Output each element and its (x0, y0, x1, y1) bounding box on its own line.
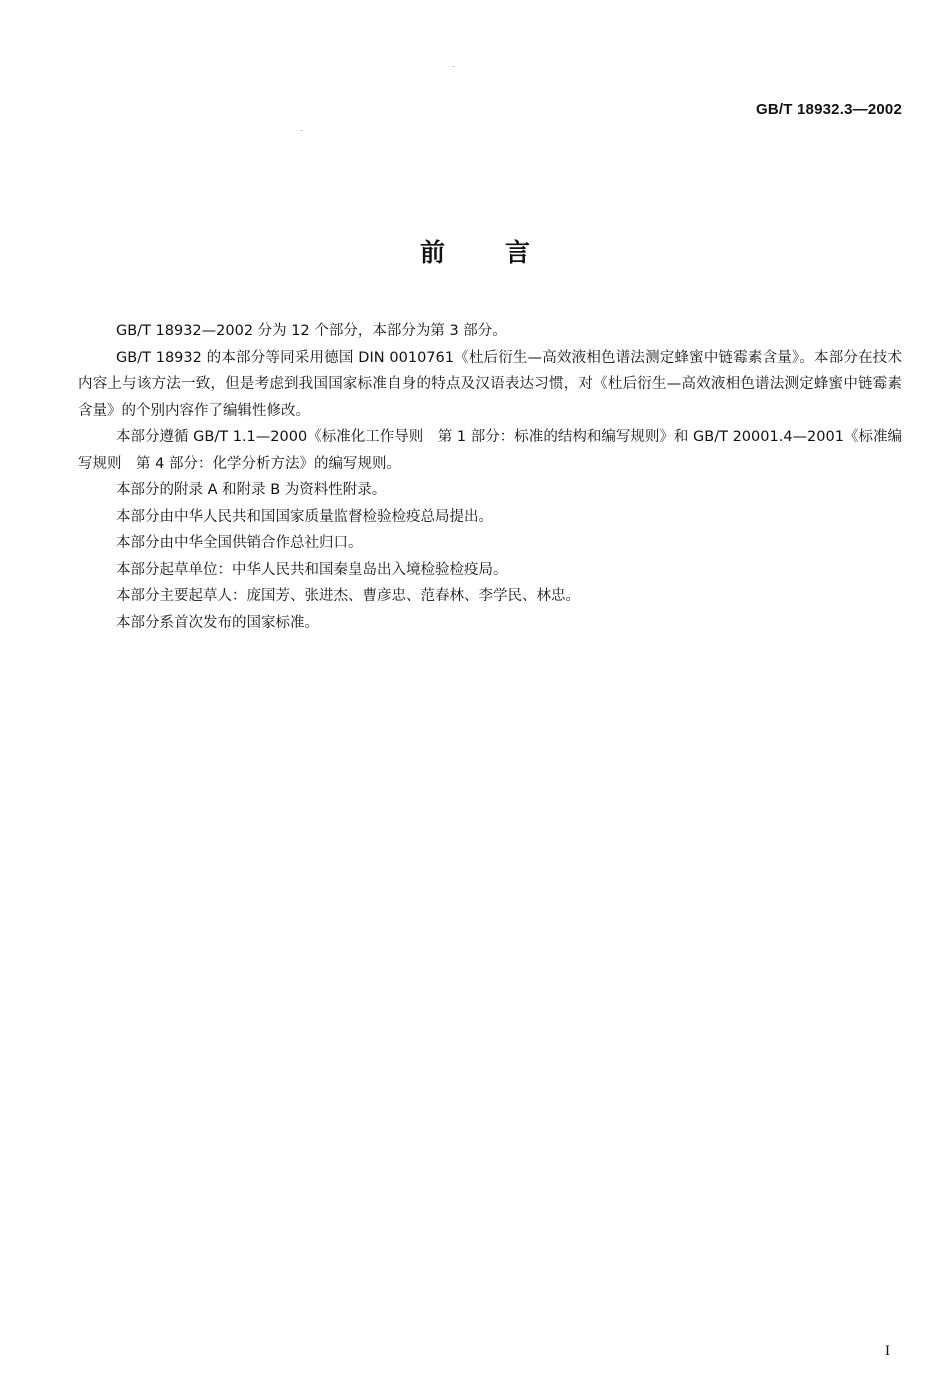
paragraph: 本部分由中华人民共和国国家质量监督检验检疫总局提出。 (116, 508, 493, 525)
paragraph: GB/T 18932 的本部分等同采用德国 DIN 0010761《杜后衍生—高效液相色谱法测定蜂蜜中链霉素含量》。本部分在技术内容上与该方法一致，但是考虑到我国国家标准自身的特点及汉语表达习惯，对《杜后衍生—高效液相色谱法测定蜂蜜中链霉素含量》的个别内容作了编辑性修改。 (78, 349, 902, 419)
paragraph: 本部分遵循 GB/T 1.1—2000《标准化工作导则 第 1 部分：标准的结构和编写规则》和 GB/T 20001.4—2001《标准编写规则 第 4 部分：化学分析方法》的编写规则。 (78, 429, 902, 472)
paragraph: 本部分主要起草人：庞国芳、张进杰、曹彦忠、范春林、李学民、林忠。 (116, 588, 580, 604)
paragraph: 本部分起草单位：中华人民共和国秦皇岛出入境检验检疫局。 (116, 561, 508, 578)
page-number: I (885, 1343, 890, 1359)
paragraph: 本部分的附录 A 和附录 B 为资料性附录。 (116, 482, 387, 498)
foreword-body (78, 318, 902, 636)
page-title: 前言 (419, 238, 590, 267)
paragraph: 本部分由中华全国供销合作总社归口。 (116, 535, 363, 551)
paragraph: GB/T 18932—2002 分为 12 个部分，本部分为第 3 部分。 (116, 323, 507, 339)
paragraph: 本部分系首次发布的国家标准。 (116, 614, 319, 631)
scan-artifact (300, 130, 303, 131)
document-code: GB/T 18932.3—2002 (756, 101, 902, 118)
scan-artifact (452, 66, 455, 67)
